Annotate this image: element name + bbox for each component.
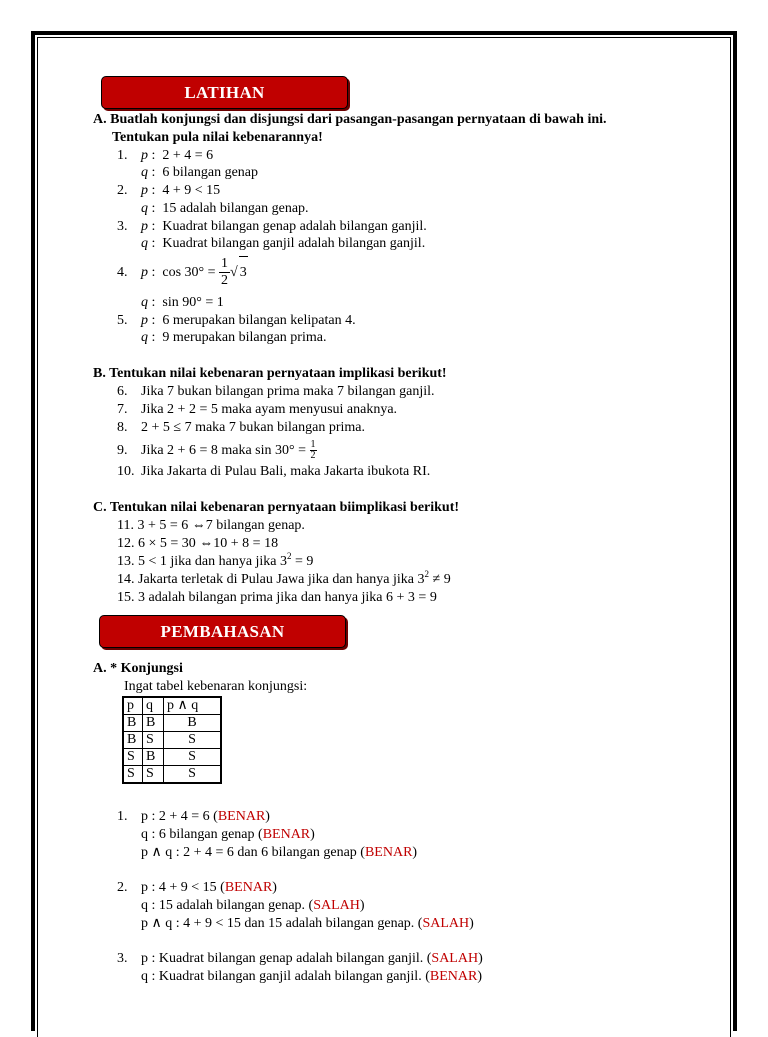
item-3-q: q : Kuadrat bilangan ganjil adalah bilangan ganjil. <box>141 236 426 251</box>
table-cell: S <box>123 749 143 766</box>
item-7: 7. Jika 2 + 2 = 5 maka ayam menyusui anaknya. <box>117 402 398 417</box>
sqrt-symbol: √ <box>230 265 238 280</box>
truth-value: BENAR <box>262 827 311 842</box>
item-1-p: 1. p : 2 + 4 = 6 <box>117 148 214 163</box>
item-6: 6. Jika 7 bukan bilangan prima maka 7 bilangan ganjil. <box>117 384 435 399</box>
item-4-q: q : sin 90° = 1 <box>141 295 224 310</box>
table-cell: S <box>164 732 222 749</box>
answer-1-q: q : 6 bilangan genap (BENAR) <box>141 827 315 842</box>
answer-3-p: 3. p : Kuadrat bilangan genap adalah bilangan ganjil. (SALAH) <box>117 951 483 966</box>
item-2-p: 2. p : 4 + 9 < 15 <box>117 183 221 198</box>
table-row <box>123 732 221 749</box>
item-8: 8. 2 + 5 ≤ 7 maka 7 bukan bilangan prima. <box>117 420 365 435</box>
table-row <box>123 766 221 784</box>
answer-1-p: 1. p : 2 + 4 = 6 (BENAR) <box>117 809 270 824</box>
konjungsi-heading: A. * Konjungsi <box>93 661 183 676</box>
item-11: 11. 3 + 5 = 6 ⇔7 bilangan genap. <box>117 518 305 533</box>
section-c-title: C. Tentukan nilai kebenaran pernyataan biimplikasi berikut! <box>93 500 460 515</box>
truth-value: SALAH <box>431 951 479 966</box>
truth-value: BENAR <box>224 880 273 895</box>
table-cell: B <box>164 715 222 732</box>
table-cell: B <box>123 732 143 749</box>
konjungsi-intro: Ingat tabel kebenaran konjungsi: <box>124 679 308 694</box>
truth-value: BENAR <box>217 809 266 824</box>
item-5-q: q : 9 merupakan bilangan prima. <box>141 330 327 345</box>
fraction-one-half-small: $\frac{1}{2}$ <box>310 439 316 462</box>
table-cell: S <box>143 766 164 784</box>
truth-value: SALAH <box>313 898 360 913</box>
fraction-one-half: $\frac{1}{2}$ <box>221 256 229 289</box>
table-cell: B <box>123 715 143 732</box>
table-cell: B <box>143 715 164 732</box>
answer-1-pq: p ∧ q : 2 + 4 = 6 dan 6 bilangan genap (BENAR) <box>141 845 418 860</box>
table-header-cell: q <box>143 697 164 715</box>
pembahasan-banner: PEMBAHASAN <box>99 615 346 648</box>
section-a-title: A. Buatlah konjungsi dan disjungsi dari pasangan-pasangan pernyataan di bawah ini. <box>93 112 607 127</box>
item-12: 12. 6 × 5 = 30 ⇔10 + 8 = 18 <box>117 536 279 551</box>
truth-table-konjungsi <box>122 696 222 784</box>
latihan-banner: LATIHAN <box>101 76 348 109</box>
item-3-p: 3. p : Kuadrat bilangan genap adalah bilangan ganjil. <box>117 219 427 234</box>
table-cell: S <box>123 766 143 784</box>
answer-2-pq: p ∧ q : 4 + 9 < 15 dan 15 adalah bilangan genap. (SALAH) <box>141 916 474 931</box>
item-10: 10. Jika Jakarta di Pulau Bali, maka Jakarta ibukota RI. <box>117 464 431 479</box>
item-14: 14. Jakarta terletak di Pulau Jawa jika dan hanya jika $3^2 \ne 9$ <box>117 569 451 587</box>
section-b-title: B. Tentukan nilai kebenaran pernyataan implikasi berikut! <box>93 366 447 381</box>
section-a-title-2: Tentukan pula nilai kebenarannya! <box>112 130 323 145</box>
table-cell: B <box>143 749 164 766</box>
answer-2-p: 2. p : 4 + 9 < 15 (BENAR) <box>117 880 277 895</box>
sqrt-value: 3 <box>239 256 248 289</box>
truth-value: BENAR <box>364 845 413 860</box>
item-2-q: q : 15 adalah bilangan genap. <box>141 201 309 216</box>
table-cell: S <box>164 766 222 784</box>
answer-3-q: q : Kuadrat bilangan ganjil adalah bilangan ganjil. (BENAR) <box>141 969 482 984</box>
table-cell: S <box>143 732 164 749</box>
item-15: 15. 3 adalah bilangan prima jika dan hanya jika 6 + 3 = 9 <box>117 590 437 605</box>
answer-2-q: q : 15 adalah bilangan genap. (SALAH) <box>141 898 365 913</box>
table-header-cell: p ∧ q <box>164 697 222 715</box>
table-header-row <box>123 697 221 715</box>
truth-value: SALAH <box>422 916 470 931</box>
item-5-p: 5. p : 6 merupakan bilangan kelipatan 4. <box>117 313 356 328</box>
item-1-q: q : 6 bilangan genap <box>141 165 259 180</box>
item-9: 9. Jika 2 + 6 = 8 maka sin 30° = $\frac{1}{2}$ <box>117 439 316 462</box>
item-4-p: 4. p : cos 30° = $\frac{1}{2}$ √ 3 <box>117 256 247 289</box>
item-13: 13. 5 < 1 jika dan hanya jika $3^2 = 9$ <box>117 551 314 569</box>
truth-value: BENAR <box>429 969 478 984</box>
table-row <box>123 749 221 766</box>
table-row <box>123 715 221 732</box>
table-header-cell: p <box>123 697 143 715</box>
table-cell: S <box>164 749 222 766</box>
